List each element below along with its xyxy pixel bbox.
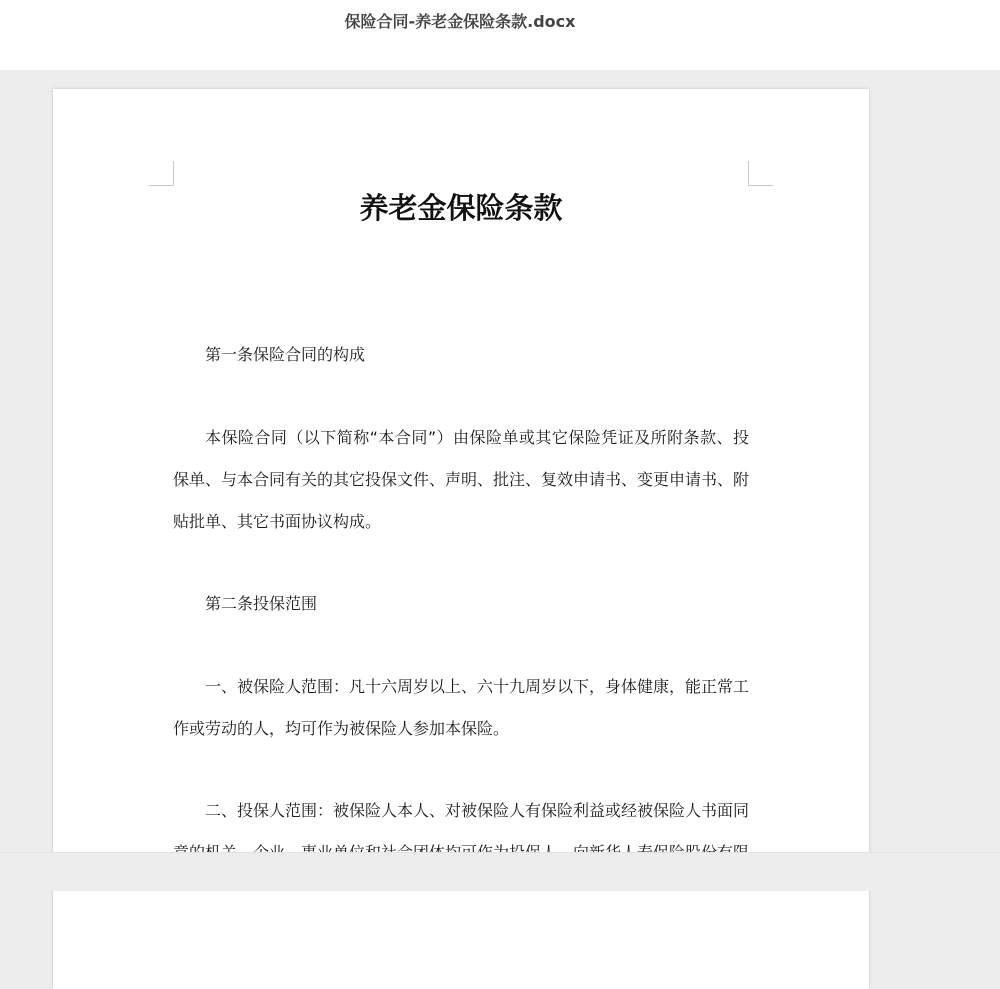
paragraph: 本保险合同（以下简称“本合同”）由保险单或其它保险凭证及所附条款、投保单、与本合同有关的其它投保文件、声明、批注、复效申请书、变更申请书、附贴批单、其它书面协议构成。 (173, 428, 750, 531)
document-filename: 保险合同-养老金保险条款.docx (344, 12, 576, 31)
margin-corner-mark-left (149, 161, 174, 186)
margin-corner-mark-right (748, 161, 773, 186)
document-heading: 养老金保险条款 (359, 191, 563, 225)
bottom-bar (0, 852, 1000, 891)
document-viewer[interactable] (0, 70, 1000, 852)
paragraph: 二、投保人范围：被保险人本人、对被保险人有保险利益或经被保险人书面同 (205, 801, 750, 820)
paragraph: 一、被保险人范围：凡十六周岁以上、六十九周岁以下，身体健康，能正常工作或劳动的人，均可作为被保险人参加本保险。 (173, 677, 750, 738)
paragraph: 第一条保险合同的构成 (205, 345, 366, 364)
title-bar (0, 0, 1000, 70)
paragraph: 第二条投保范围 (205, 594, 318, 613)
